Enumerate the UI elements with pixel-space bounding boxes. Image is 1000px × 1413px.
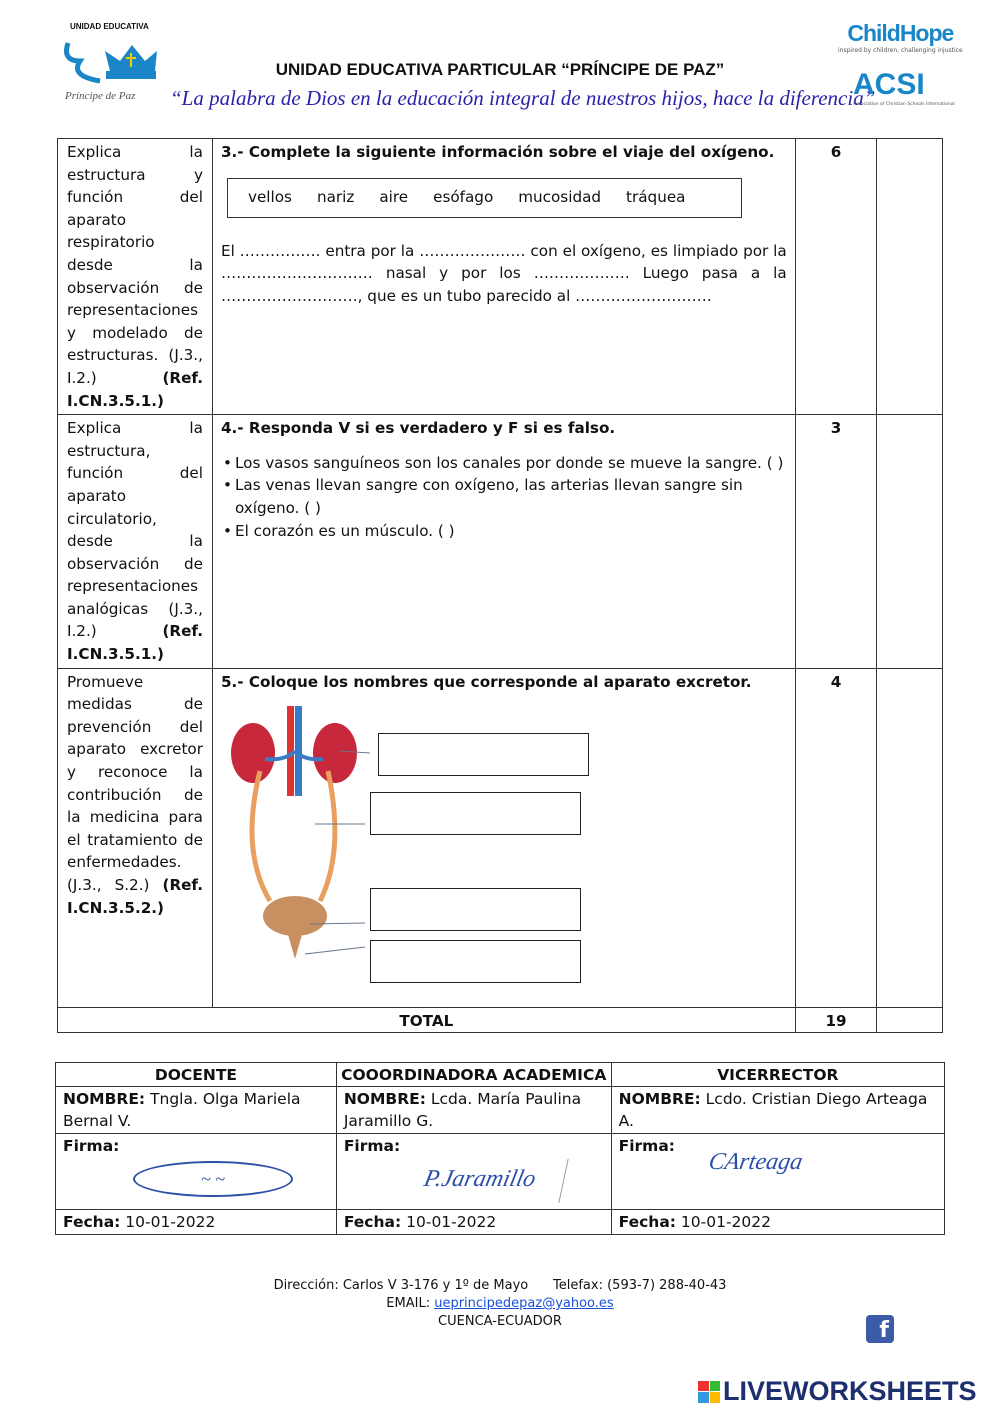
signature-image: P.Jaramillo	[419, 1159, 568, 1203]
signature-image: ~ ~	[133, 1161, 293, 1197]
name-cell: NOMBRE: Lcda. María Paulina Jaramillo G.	[336, 1087, 611, 1134]
facebook-icon[interactable]: f	[866, 1315, 894, 1343]
question-cell	[212, 415, 795, 669]
name-cell: NOMBRE: Tngla. Olga Mariela Bernal V.	[56, 1087, 337, 1134]
label-box-bladder[interactable]	[370, 888, 581, 931]
email-label: EMAIL:	[386, 1296, 431, 1311]
childhope-tag: inspired by children, challenging injustice	[838, 47, 963, 54]
question-cell	[212, 139, 795, 415]
indicator-cell: Promueve medidas de prevención del aparato excretor y reconoce la contribución de la medicina para el tratamiento de enfermedades. (J.3., S.2.) (Ref. I.CN.3.5.2.)	[58, 668, 213, 1007]
grade-cell[interactable]	[877, 415, 943, 669]
footer	[0, 1277, 1000, 1331]
signature-cell: Firma: ~ ~	[56, 1134, 337, 1210]
score-cell: 4	[795, 668, 877, 1007]
question-row	[58, 415, 943, 669]
question-row	[58, 668, 943, 1007]
indicator-cell: Explica la estructura y función del aparato respiratorio desde la observación de representaciones y modelado de estructuras. (J.3., I.2.) (Ref. I.CN.3.5.1.)	[58, 139, 213, 415]
signature-image: CArteaga	[706, 1149, 805, 1175]
indicator-cell: Explica la estructura, función del aparato circulatorio, desde la observación de representaciones analógicas (J.3., I.2.) (Ref. I.CN.3.5.1.)	[58, 415, 213, 669]
header-vicerrector: VICERRECTOR	[611, 1063, 944, 1087]
header-coordinadora: COOORDINADORA ACADEMICA	[336, 1063, 611, 1087]
label-box-urethra[interactable]	[370, 940, 581, 983]
word: aire	[379, 188, 409, 207]
total-grade-cell[interactable]	[877, 1007, 943, 1033]
school-logo-text: UNIDAD EDUCATIVA	[70, 22, 149, 31]
signature-cell: Firma: P.Jaramillo	[336, 1134, 611, 1210]
signature-table	[55, 1062, 945, 1235]
score-cell: 6	[795, 139, 877, 415]
total-row	[58, 1007, 943, 1033]
excretory-system-diagram	[225, 701, 375, 971]
list-item[interactable]: • El corazón es un músculo. ( )	[221, 520, 787, 543]
date-cell: Fecha: 10-01-2022	[56, 1210, 337, 1235]
footer-phone: Telefax: (593-7) 288-40-43	[553, 1278, 727, 1293]
grade-cell[interactable]	[877, 668, 943, 1007]
date-cell: Fecha: 10-01-2022	[611, 1210, 944, 1235]
word: tráquea	[626, 188, 686, 207]
acsi-tag: Association of Christian Schools International	[853, 102, 955, 107]
childhope-logo	[838, 20, 963, 54]
list-item[interactable]: • Las venas llevan sangre con oxígeno, las arterias llevan sangre sin oxígeno. ( )	[221, 474, 787, 519]
label-box-ureter[interactable]	[370, 792, 581, 835]
school-motto: “La palabra de Dios en la educación integral de nuestros hijos, hace la diferencia”	[170, 86, 876, 110]
total-label: TOTAL	[58, 1007, 796, 1033]
word: nariz	[316, 188, 355, 207]
school-logo-script: Príncipe de Paz	[65, 90, 136, 102]
acsi-logo	[853, 68, 955, 107]
word: vellos	[247, 188, 292, 207]
score-cell: 3	[795, 415, 877, 669]
liveworksheets-logo	[698, 1376, 977, 1407]
word-bank	[227, 178, 742, 218]
word: esófago	[433, 188, 494, 207]
footer-city: CUENCA-ECUADOR	[438, 1314, 562, 1329]
name-cell: NOMBRE: Lcdo. Cristian Diego Arteaga A.	[611, 1087, 944, 1134]
childhope-text: ChildHope	[847, 20, 954, 46]
brand-text: LIVEWORKSHEETS	[723, 1376, 977, 1406]
question-title: 3.- Complete la siguiente información sobre el viaje del oxígeno.	[220, 143, 775, 161]
grade-cell[interactable]	[877, 139, 943, 415]
word: mucosidad	[518, 188, 602, 207]
school-title: UNIDAD EDUCATIVA PARTICULAR “PRÍNCIPE DE PAZ”	[275, 60, 725, 79]
question-title: 4.- Responda V si es verdadero y F si es falso.	[220, 419, 616, 438]
header-docente: DOCENTE	[56, 1063, 337, 1087]
lws-icon	[698, 1381, 720, 1403]
date-cell: Fecha: 10-01-2022	[336, 1210, 611, 1235]
questions-table	[57, 138, 943, 1033]
question-title: 5.- Coloque los nombres que corresponde al aparato excretor.	[220, 672, 752, 691]
fill-in-text[interactable]: El ……………. entra por la ………………… con el oxígeno, es limpiado por la ………………………… nasal y por los ………………. Luego pasa a la ………………………, que es un tubo parecido al ………………………	[220, 241, 787, 305]
footer-address: Dirección: Carlos V 3-176 y 1º de Mayo	[273, 1278, 529, 1293]
email-link[interactable]: ueprincipedepaz@yahoo.es	[434, 1296, 614, 1311]
list-item[interactable]: • Los vasos sanguíneos son los canales por donde se mueve la sangre. ( )	[221, 452, 787, 475]
total-score: 19	[795, 1007, 877, 1033]
label-box-kidney[interactable]	[378, 733, 589, 776]
acsi-text: ACSI	[853, 68, 925, 101]
signature-cell: Firma: CArteaga	[611, 1134, 944, 1210]
question-cell	[212, 668, 795, 1007]
question-row	[58, 139, 943, 415]
true-false-list	[221, 452, 787, 542]
